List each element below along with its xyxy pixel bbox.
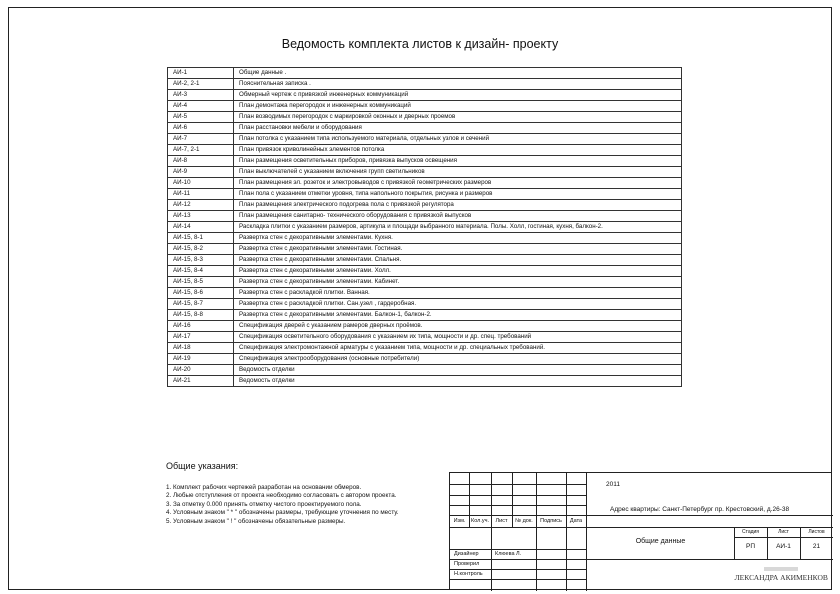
- table-row: [168, 332, 682, 343]
- sheet-code: АИ-5: [168, 112, 234, 123]
- sheet-name: План размещения осветительных приборов, привязка выпусков освещения: [234, 156, 682, 167]
- sheet-code: АИ-15, 8-6: [168, 288, 234, 299]
- sheet-name: План размещения электрического подогрева пола с привязкой регулятора: [234, 200, 682, 211]
- designer-name: Клюева Л.: [495, 551, 522, 557]
- sheet-name: Раскладка плитки с указанием размеров, артикула и площади выбранного материала. Полы. Холл, гостиная, кухня, балкон-2.: [234, 222, 682, 233]
- table-row: [168, 112, 682, 123]
- year: 2011: [606, 481, 620, 488]
- sheet-code: АИ-16: [168, 321, 234, 332]
- norm-control-label: Н.контроль: [454, 571, 483, 577]
- notes-title: Общие указания:: [166, 461, 239, 471]
- table-row: [168, 266, 682, 277]
- sheet-name: План демонтажа перегородок и инженерных коммуникаций: [234, 101, 682, 112]
- sheet-title: Общие данные: [635, 538, 686, 545]
- table-row: [168, 321, 682, 332]
- sheet-name: Обмерный чертеж с привязкой инженерных коммуникаций: [234, 90, 682, 101]
- sheet-name: План расстановки мебели и оборудования: [234, 123, 682, 134]
- sheet-code: АИ-15, 8-3: [168, 255, 234, 266]
- sheet-name: Ведомость отделки: [234, 376, 682, 387]
- sheet-code: АИ-7, 2-1: [168, 145, 234, 156]
- sheet-code: АИ-7: [168, 134, 234, 145]
- sheet-name: Ведомость отделки: [234, 365, 682, 376]
- page-title: Ведомость комплекта листов к дизайн- проекту: [281, 37, 559, 51]
- sheet-name: Развертка стен с раскладкой плитки. Ванная.: [234, 288, 682, 299]
- table-row: [168, 200, 682, 211]
- sheet-name: План выключателей с указанием включения групп светильников: [234, 167, 682, 178]
- sheet-code: АИ-3: [168, 90, 234, 101]
- sheet-code: АИ-10: [168, 178, 234, 189]
- table-row: [168, 299, 682, 310]
- sheet-name: Спецификация электрооборудования (основные потребители): [234, 354, 682, 365]
- stage-value: РП: [745, 543, 755, 550]
- sheet-code: АИ-15, 8-7: [168, 299, 234, 310]
- note-item: 2. Любые отступления от проекта необходимо согласовать с автором проекта.: [166, 492, 397, 500]
- note-item: 3. За отметку 0.000 принять отметку чистого проектируемого пола.: [166, 500, 362, 508]
- table-row: [168, 178, 682, 189]
- col-header-doc: № док.: [515, 518, 533, 524]
- sheet-name: Спецификация дверей с указанием рамеров дверных проёмов.: [234, 321, 682, 332]
- sheet-name: Развертка стен с декоративными элементами. Холл.: [234, 266, 682, 277]
- sheet-name: Общие данные .: [234, 68, 682, 79]
- table-row: [168, 288, 682, 299]
- table-row: [168, 79, 682, 90]
- sheet-name: Развертка стен с декоративными элементами. Кабинет.: [234, 277, 682, 288]
- note-item: 1. Комплект рабочих чертежей разработан на основании обмеров.: [166, 484, 362, 491]
- table-row: [168, 101, 682, 112]
- table-row: [168, 167, 682, 178]
- notes-list: [166, 484, 399, 526]
- note-item: 5. Условным знаком " ! " обозначены обязательные размеры.: [166, 517, 346, 525]
- table-row: [168, 90, 682, 101]
- table-row: [168, 123, 682, 134]
- col-header-list: Лист: [495, 518, 508, 524]
- sheet-code: АИ-15, 8-2: [168, 244, 234, 255]
- sheet-code: АИ-13: [168, 211, 234, 222]
- sheet-code: АИ-4: [168, 101, 234, 112]
- table-row: [168, 189, 682, 200]
- designer-label: Дизайнер: [454, 551, 479, 557]
- table-row: [168, 134, 682, 145]
- stage-label: Стадия: [741, 529, 760, 535]
- sheets-label: Листов: [808, 529, 825, 535]
- sheet-code: АИ-14: [168, 222, 234, 233]
- note-item: 4. Условным знаком " * " обозначены размеры, требующие уточнения по месту.: [166, 509, 399, 517]
- table-row: [168, 277, 682, 288]
- sheet-code: АИ-9: [168, 167, 234, 178]
- col-header-kol-uch: Кол.уч.: [470, 518, 490, 524]
- sheet-name: План пола с указанием отметки уровня, типа напольного покрытия, рисунка и размеров: [234, 189, 682, 200]
- sheet-code: АИ-19: [168, 354, 234, 365]
- sheet-name: Развертка стен с декоративными элементами. Балкон-1, балкон-2.: [234, 310, 682, 321]
- table-row: [168, 68, 682, 79]
- sheet-name: Развертка стен с декоративными элементами. Гостиная.: [234, 244, 682, 255]
- table-row: [168, 156, 682, 167]
- sheet-code: АИ-6: [168, 123, 234, 134]
- sheet-code: АИ-11: [168, 189, 234, 200]
- sheet-name: План размещения эл. розеток и электровыводов с привязкой геометрических размеров: [234, 178, 682, 189]
- col-header-izm: Изм.: [453, 518, 466, 524]
- sheet-value: АИ-1: [776, 543, 791, 550]
- sheet-name: Спецификация электромонтажной арматуры с указанием типа, мощности и др. специальных требований.: [234, 343, 682, 354]
- table-row: [168, 343, 682, 354]
- sheet-name: План размещения санитарно- технического оборудования с привязкой выпусков: [234, 211, 682, 222]
- sheet-code: АИ-15, 8-1: [168, 233, 234, 244]
- table-row: [168, 310, 682, 321]
- sheet-code: АИ-18: [168, 343, 234, 354]
- checked-label: Проверил: [454, 561, 480, 567]
- col-header-signature: Подпись: [540, 518, 562, 524]
- table-row: [168, 222, 682, 233]
- sheet-code: АИ-15, 8-4: [168, 266, 234, 277]
- sheet-code: АИ-20: [168, 365, 234, 376]
- table-row: [168, 211, 682, 222]
- sheet-name: Развертка стен с раскладкой плитки. Сан.узел , гардеробная.: [234, 299, 682, 310]
- sheet-name: Пояснительная записка .: [234, 79, 682, 90]
- sheet-code: АИ-15, 8-5: [168, 277, 234, 288]
- table-row: [168, 145, 682, 156]
- sheets-value: 21: [812, 543, 821, 550]
- table-row: [168, 233, 682, 244]
- sheet-code: АИ-15, 8-8: [168, 310, 234, 321]
- sheet-code: АИ-21: [168, 376, 234, 387]
- table-row: [168, 376, 682, 387]
- sheet-code: АИ-12: [168, 200, 234, 211]
- sheet-name: План потолка с указанием типа используемого материала, отдельных узлов и сечений: [234, 134, 682, 145]
- sheet-name: План возводимых перегородок с маркировкой оконных и дверных проемов: [234, 112, 682, 123]
- col-header-date: Дата: [569, 518, 583, 524]
- sheet-code: АИ-8: [168, 156, 234, 167]
- studio-logo: [734, 559, 828, 587]
- table-row: [168, 365, 682, 376]
- table-row: [168, 354, 682, 365]
- table-row: [168, 244, 682, 255]
- sheet-code: АИ-17: [168, 332, 234, 343]
- sheet-code: АИ-1: [168, 68, 234, 79]
- table-row: [168, 255, 682, 266]
- address: Адрес квартиры: Санкт-Петербург пр. Крестовский, д.26-38: [610, 506, 790, 513]
- sheet-code: АИ-2, 2-1: [168, 79, 234, 90]
- sheet-list-table: [167, 67, 682, 387]
- sheet-label: Лист: [778, 529, 789, 535]
- sheet-name: План привязок криволинейных элементов потолка: [234, 145, 682, 156]
- sheet-name: Развертка стен с декоративными элементами. Кухня.: [234, 233, 682, 244]
- logo-text: АЛЕКСАНДРА АКИМЕНКОВА: [734, 573, 828, 582]
- sheet-name: Развертка стен с декоративными элементами. Спальня.: [234, 255, 682, 266]
- sheet-name: Спецификация осветительного оборудования с указанием их типа, мощности и др. спец. требований: [234, 332, 682, 343]
